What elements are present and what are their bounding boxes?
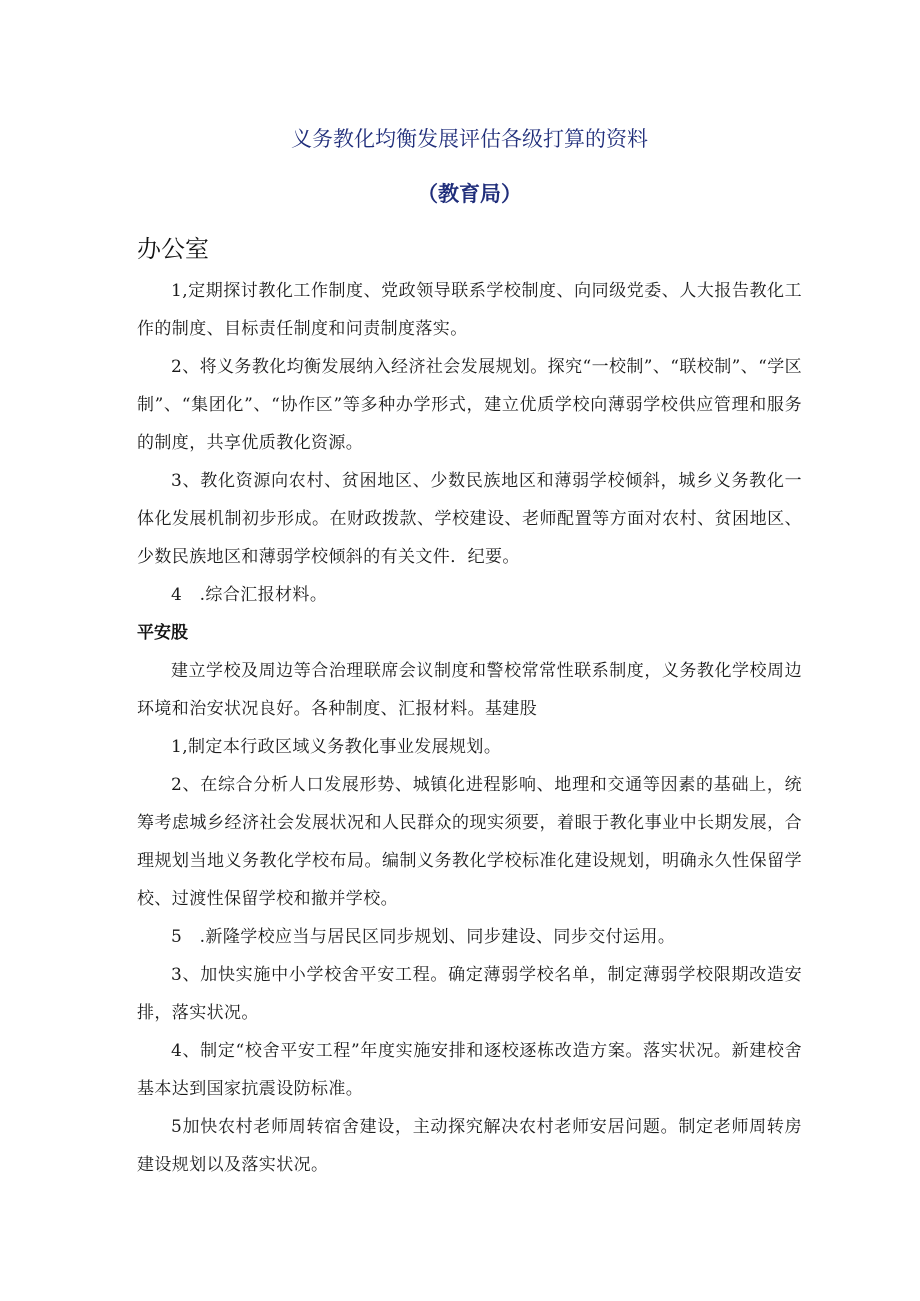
document-subtitle: （教育局）: [417, 182, 522, 206]
office-paragraph-2: 2、将义务教化均衡发展纳入经济社会发展规划。探究“一校制”、“联校制”、“学区制”、“集团化”、“协作区”等多种办学形式，建立优质学校向薄弱学校供应管理和服务的制度，共享优质教化资源。: [137, 357, 802, 453]
section-heading-safety: 平安股: [137, 623, 188, 643]
safety-paragraph-6: 4、制定“校舍平安工程”年度实施安排和逐校逐栋改造方案。落实状况。新建校舍基本达到国家抗震设防标准。: [137, 1041, 802, 1099]
office-paragraph-1: 1,定期探讨教化工作制度、党政领导联系学校制度、向同级党委、人大报告教化工作的制度、目标责任制度和问责制度落实。: [137, 281, 802, 339]
safety-paragraph-7: 5加快农村老师周转宿舍建设，主动探究解决农村老师安居问题。制定老师周转房建设规划以及落实状况。: [137, 1117, 802, 1175]
safety-paragraph-3: 2、在综合分析人口发展形势、城镇化进程影响、地理和交通等因素的基础上，统筹考虑城乡经济社会发展状况和人民群众的现实须要，着眼于教化事业中长期发展，合理规划当地义务教化学校布局。编制义务教化学校标准化建设规划，明确永久性保留学校、过渡性保留学校和撤并学校。: [137, 775, 802, 909]
office-paragraph-4: 4 .综合汇报材料。: [171, 585, 328, 605]
office-paragraph-3: 3、教化资源向农村、贫困地区、少数民族地区和薄弱学校倾斜，城乡义务教化一体化发展机制初步形成。在财政拨款、学校建设、老师配置等方面对农村、贫困地区、少数民族地区和薄弱学校倾斜的有关文件．纪要。: [137, 471, 802, 567]
document-title: 义务教化均衡发展评估各级打算的资料: [291, 127, 648, 151]
section-heading-office: 办公室: [137, 235, 209, 263]
safety-paragraph-5: 3、加快实施中小学校舍平安工程。确定薄弱学校名单，制定薄弱学校限期改造安排，落实状况。: [137, 965, 802, 1023]
safety-paragraph-4: 5 .新隆学校应当与居民区同步规划、同步建设、同步交付运用。: [171, 927, 676, 947]
safety-paragraph-1: 建立学校及周边等合治理联席会议制度和警校常常性联系制度，义务教化学校周边环境和治安状况良好。各种制度、汇报材料。基建股: [137, 661, 802, 719]
safety-paragraph-2: 1,制定本行政区域义务教化事业发展规划。: [171, 737, 502, 757]
